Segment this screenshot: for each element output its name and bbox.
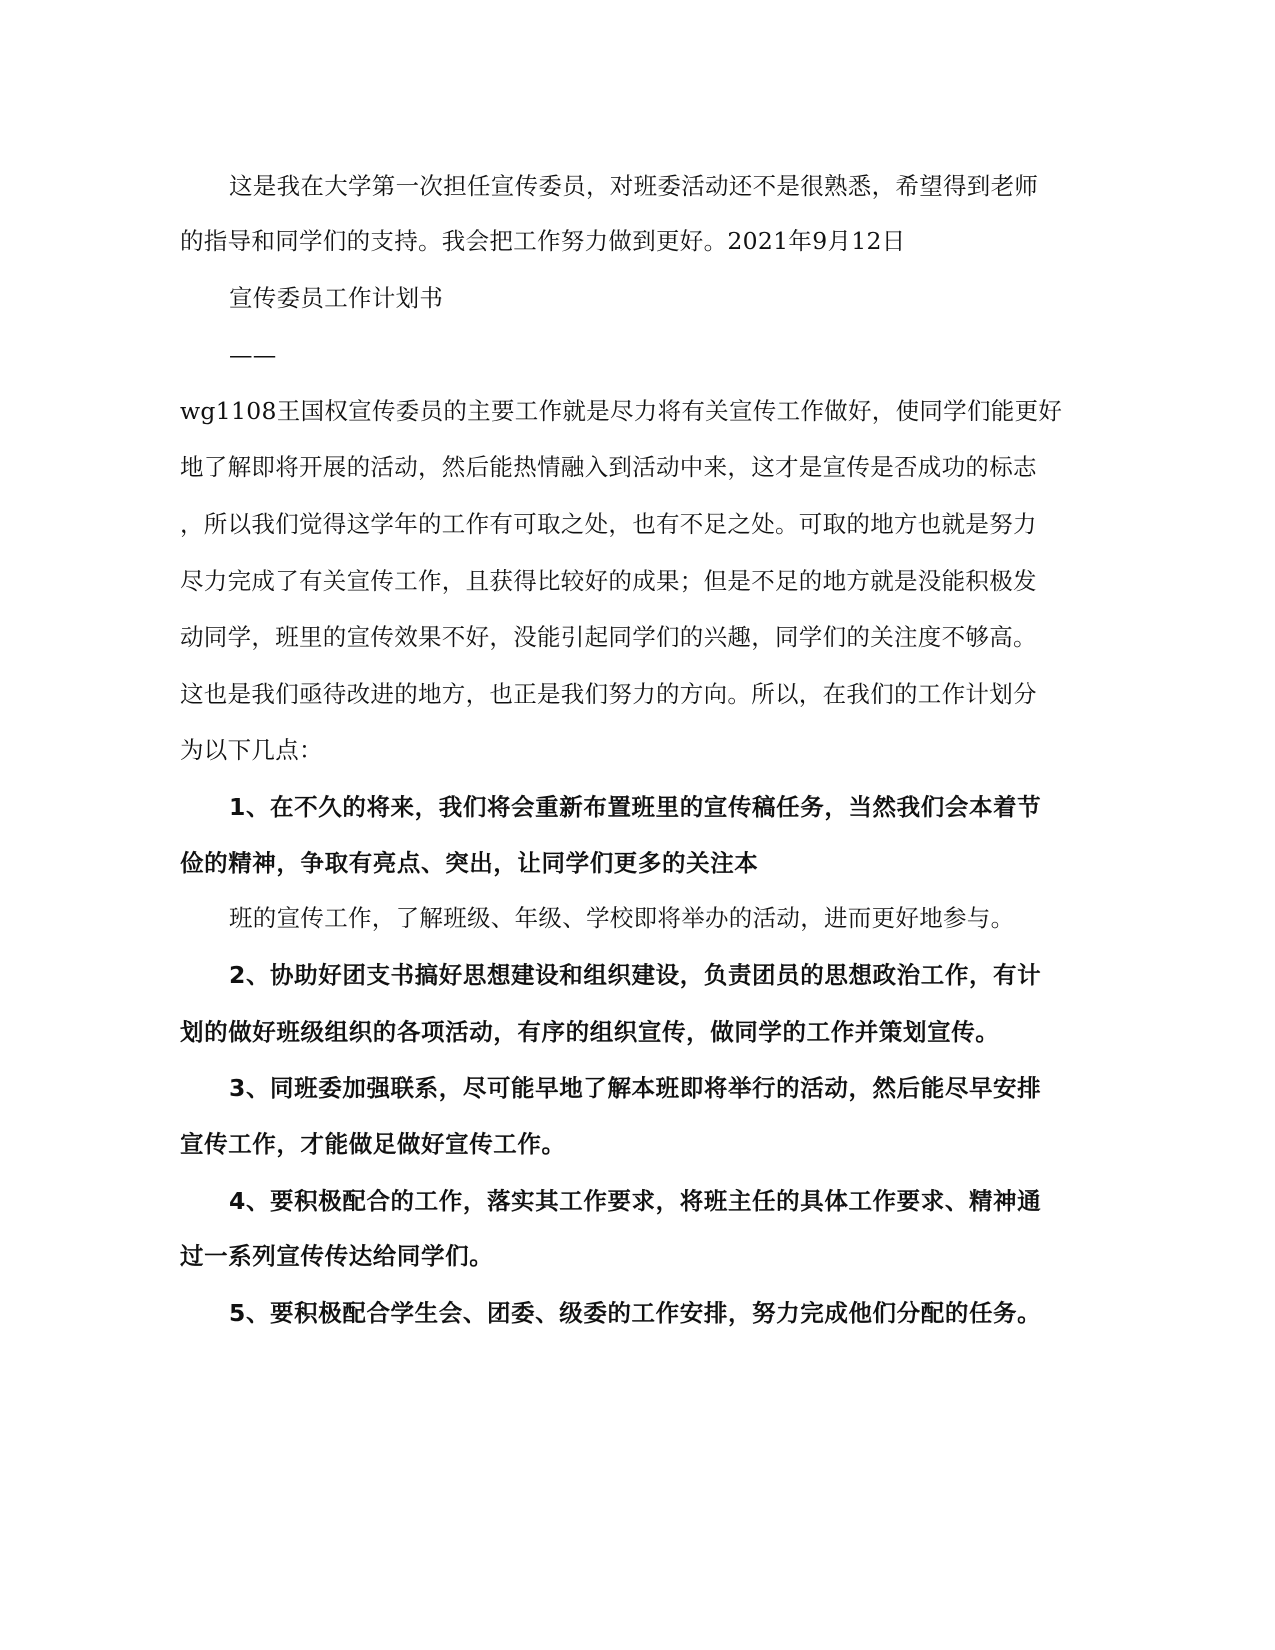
intro-line-2: 的指导和同学们的支持。我会把工作努力做到更好。2021年9月12日 [180,227,906,255]
body-line-3: ，所以我们觉得这学年的工作有可取之处，也有不足之处。可取的地方也就是努力 [180,510,1037,538]
body-line-5: 动同学，班里的宣传效果不好，没能引起同学们的兴趣，同学们的关注度不够高。 [180,623,1037,651]
body-line-2: 地了解即将开展的活动，然后能热情融入到活动中来，这才是宣传是否成功的标志 [180,453,1037,481]
intro-line-1: 这是我在大学第一次担任宣传委员，对班委活动还不是很熟悉，希望得到老师 [229,172,1039,200]
item-2-line-1: 2、协助好团支书搞好思想建设和组织建设，负责团员的思想政治工作，有计 [229,961,1042,989]
item-2-line-2: 划的做好班级组织的各项活动，有序的组织宣传，做同学的工作并策划宣传。 [180,1018,1000,1046]
document-title: 宣传委员工作计划书 [229,284,444,312]
item-1-line-1: 1、在不久的将来，我们将会重新布置班里的宣传稿任务，当然我们会本着节 [229,793,1042,821]
item-3-line-2: 宣传工作，才能做足做好宣传工作。 [180,1130,566,1158]
item-5-line-1: 5、要积极配合学生会、团委、级委的工作安排，努力完成他们分配的任务。 [229,1299,1042,1327]
item-3-line-1: 3、同班委加强联系，尽可能早地了解本班即将举行的活动，然后能尽早安排 [229,1074,1042,1102]
item-4-line-2: 过一系列宣传传达给同学们。 [180,1242,494,1270]
item-4-line-1: 4、要积极配合的工作，落实其工作要求，将班主任的具体工作要求、精神通 [229,1187,1042,1215]
item-1-line-2: 俭的精神，争取有亮点、突出，让同学们更多的关注本 [180,849,759,877]
title-dash: —— [229,341,277,369]
body-line-4: 尽力完成了有关宣传工作，且获得比较好的成果；但是不足的地方就是没能积极发 [180,567,1037,595]
item-1-continuation: 班的宣传工作，了解班级、年级、学校即将举办的活动，进而更好地参与。 [229,904,1015,932]
body-line-7: 为以下几点： [180,736,323,764]
body-line-1: wg1108王国权宣传委员的主要工作就是尽力将有关宣传工作做好，使同学们能更好 [180,397,1063,425]
body-line-6: 这也是我们亟待改进的地方，也正是我们努力的方向。所以，在我们的工作计划分 [180,680,1037,708]
